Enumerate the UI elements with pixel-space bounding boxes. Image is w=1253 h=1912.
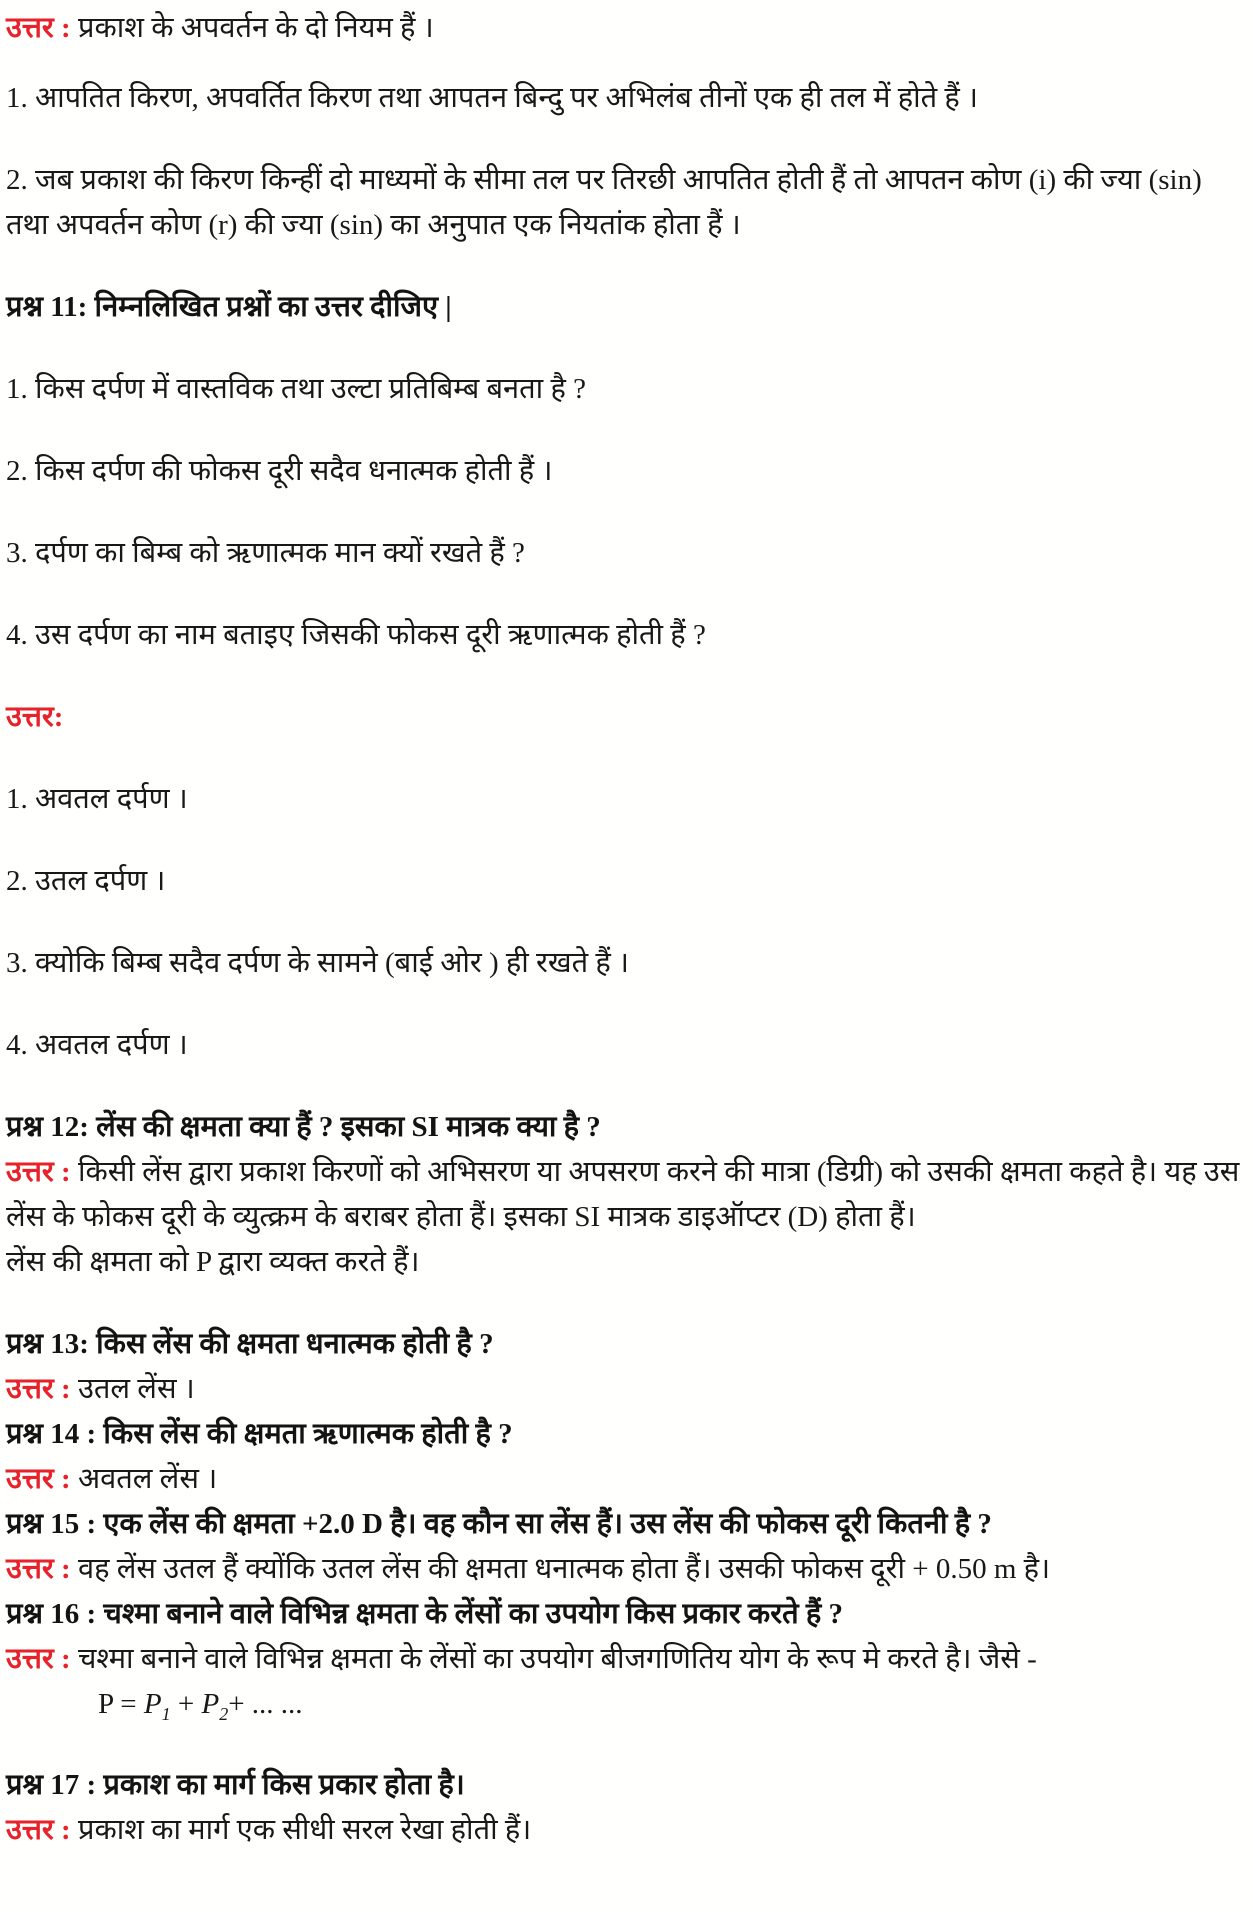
formula-p2: P	[201, 1688, 220, 1720]
q12-answer-paragraph	[6, 1150, 1247, 1240]
refraction-law-2: 2. जब प्रकाश की किरण किन्हीं दो माध्यमों के सीमा तल पर तिरछी आपतित होती हैं तो आपतन कोण (i) की ज्या (sin) तथा अपवर्तन कोण (r) की ज्या (sin) का अनुपात एक नियतांक होता हैं ।	[6, 164, 1202, 241]
answer-label: उत्तर :	[6, 12, 71, 44]
answer-label: उत्तर :	[6, 1553, 71, 1585]
q15-answer-line	[6, 1547, 1247, 1592]
question-15-heading: प्रश्न 15 : एक लेंस की क्षमता +2.0 D है। वह कौन सा लेंस हैं। उस लेंस की फोकस दूरी कितनी है ?	[6, 1508, 992, 1540]
question-11-heading: प्रश्न 11: निम्नलिखित प्रश्नों का उत्तर दीजिए |	[6, 291, 452, 323]
q11-answer-3: 3. क्योकि बिम्ब सदैव दर्पण के सामने (बाई ओर ) ही रखते हैं ।	[6, 947, 630, 979]
q11-answer-4: 4. अवतल दर्पण ।	[6, 1029, 188, 1061]
q11-subquestion-4: 4. उस दर्पण का नाम बताइए जिसकी फोकस दूरी ऋणात्मक होती हैं ?	[6, 619, 706, 651]
q17-answer-text: प्रकाश का मार्ग एक सीधी सरल रेखा होती हैं।	[77, 1814, 532, 1846]
question-17-heading: प्रश्न 17 : प्रकाश का मार्ग किस प्रकार होता है।	[6, 1769, 465, 1801]
refraction-answer-paragraph	[6, 6, 1247, 51]
answer-label: उत्तर :	[6, 1643, 71, 1675]
formula-lhs: P =	[98, 1688, 144, 1720]
q11-answer-2: 2. उतल दर्पण ।	[6, 865, 166, 897]
answer-label: उत्तर:	[6, 701, 64, 733]
q13-answer-text: उतल लेंस ।	[77, 1373, 195, 1405]
refraction-answer-text: प्रकाश के अपवर्तन के दो नियम हैं ।	[77, 12, 434, 44]
q11-subquestion-2: 2. किस दर्पण की फोकस दूरी सदैव धनात्मक होती हैं ।	[6, 455, 553, 487]
q17-answer-line	[6, 1808, 1247, 1853]
q11-answer-1: 1. अवतल दर्पण ।	[6, 783, 188, 815]
q13-answer-line	[6, 1367, 1247, 1412]
power-sum-formula	[6, 1682, 1247, 1727]
answer-label: उत्तर :	[6, 1814, 71, 1846]
formula-p1-subscript: 1	[161, 1703, 171, 1724]
question-16-heading: प्रश्न 16 : चश्मा बनाने वाले विभिन्न क्षमता के लेंसों का उपयोग किस प्रकार करते हैं ?	[6, 1598, 843, 1630]
answer-label: उत्तर :	[6, 1463, 71, 1495]
question-13-heading: प्रश्न 13: किस लेंस की क्षमता धनात्मक होती है ?	[6, 1328, 494, 1360]
q11-answer-label-line	[6, 695, 1247, 740]
formula-p2-subscript: 2	[219, 1703, 229, 1724]
question-14-heading: प्रश्न 14 : किस लेंस की क्षमता ऋणात्मक होती है ?	[6, 1418, 513, 1450]
answer-label: उत्तर :	[6, 1373, 71, 1405]
q12-answer-text: किसी लेंस द्वारा प्रकाश किरणों को अभिसरण या अपसरण करने की मात्रा (डिग्री) को उसकी क्षमता कहते है। यह उस लेंस के फोकस दूरी के व्युत्क्रम के बराबर होता हैं। इसका SI मात्रक डाइऑप्टर (D) होता हैं।	[6, 1156, 1240, 1233]
q12-answer-note: लेंस की क्षमता को P द्वारा व्यक्त करते हैं।	[6, 1246, 420, 1278]
question-12-heading: प्रश्न 12: लेंस की क्षमता क्या हैं ? इसका SI मात्रक क्या है ?	[6, 1111, 601, 1143]
q11-subquestion-1: 1. किस दर्पण में वास्तविक तथा उल्टा प्रतिबिम्ब बनता है ?	[6, 373, 586, 405]
q15-answer-text: वह लेंस उतल हैं क्योंकि उतल लेंस की क्षमता धनात्मक होता हैं। उसकी फोकस दूरी + 0.50 m है।	[77, 1553, 1051, 1585]
q16-answer-text: चश्मा बनाने वाले विभिन्न क्षमता के लेंसों का उपयोग बीजगणितिय योग के रूप मे करते है। जैसे -	[77, 1643, 1037, 1675]
answer-label: उत्तर :	[6, 1156, 71, 1188]
formula-plus: +	[170, 1688, 202, 1720]
q11-subquestion-3: 3. दर्पण का बिम्ब को ऋणात्मक मान क्यों रखते हैं ?	[6, 537, 525, 569]
formula-p1: P	[143, 1688, 162, 1720]
refraction-law-1: 1. आपतित किरण, अपवर्तित किरण तथा आपतन बिन्दु पर अभिलंब तीनों एक ही तल में होते हैं ।	[6, 82, 979, 114]
q16-answer-line	[6, 1637, 1247, 1682]
q14-answer-line	[6, 1457, 1247, 1502]
formula-ellipsis: + ... ...	[228, 1688, 303, 1720]
q14-answer-text: अवतल लेंस ।	[77, 1463, 218, 1495]
